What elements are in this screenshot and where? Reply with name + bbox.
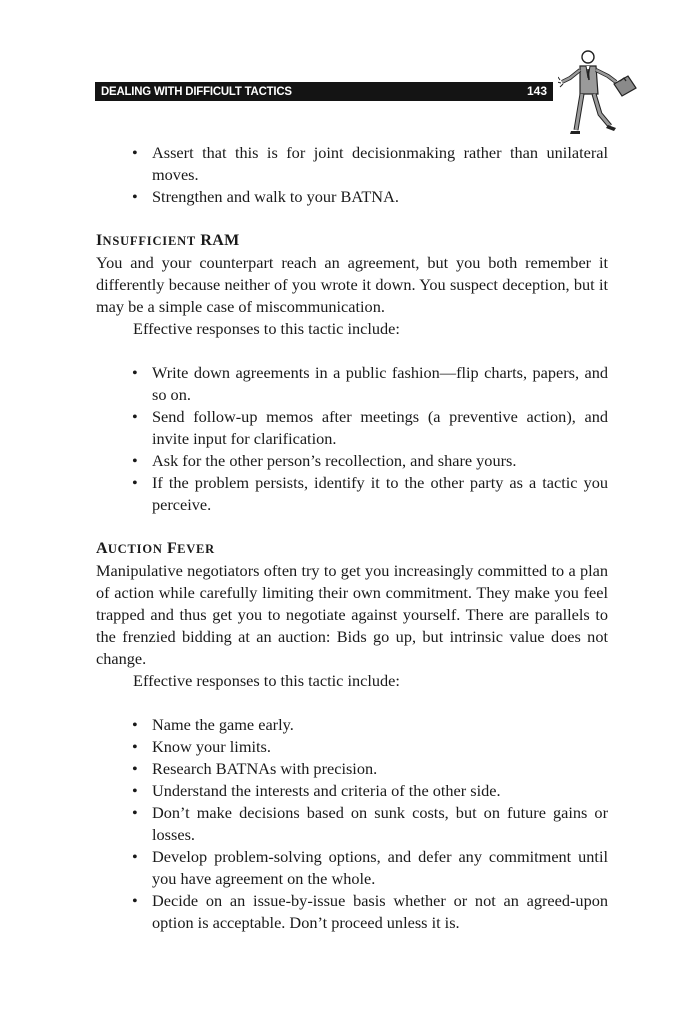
list-item: • Develop problem-solving options, and defer any commitment until you have agreement on the whole. — [132, 847, 608, 888]
section-heading-auction-fever: AUCTION FEVER — [96, 540, 215, 557]
bullet-icon: • — [132, 715, 138, 734]
lead-in-text: Effective responses to this tactic include: — [133, 319, 400, 338]
bullet-icon: • — [132, 187, 138, 206]
page-body — [96, 142, 608, 934]
list-item: • Write down agreements in a public fashion—flip charts, papers, and so on. — [132, 363, 608, 404]
bullet-icon: • — [132, 759, 138, 778]
running-header — [95, 82, 553, 101]
list-item: • Don’t make decisions based on sunk costs, but on future gains or losses. — [132, 803, 608, 844]
list-item: • Strengthen and walk to your BATNA. — [132, 187, 399, 206]
bullet-icon: • — [132, 803, 138, 822]
page-number: 143 — [526, 84, 547, 98]
bullet-icon: • — [132, 891, 138, 910]
businessman-with-briefcase-icon — [558, 48, 638, 136]
list-item: • Research BATNAs with precision. — [132, 759, 378, 778]
bullet-icon: • — [132, 473, 138, 492]
bullet-icon: • — [132, 363, 138, 382]
bullet-icon: • — [132, 407, 138, 426]
section-paragraph: Manipulative negotiators often try to get you increasingly committed to a plan of action while carefully limiting their own commitment. They make you feel trapped and thus get you to negotiate against yourself. There are parallels to the frenzied bidding at an auction: Bids go up, but intrinsic value does not change. — [96, 561, 608, 668]
bullet-icon: • — [132, 143, 138, 162]
list-item: • Understand the interests and criteria of the other side. — [132, 781, 501, 800]
lead-in-text: Effective responses to this tactic include: — [133, 671, 400, 690]
list-item: • Ask for the other person’s recollection, and share yours. — [132, 451, 517, 470]
section-paragraph: You and your counterpart reach an agreement, but you both remember it differently because neither of you wrote it down. You suspect deception, but it may be a simple case of miscommunication. — [96, 253, 608, 316]
list-item: • Know your limits. — [132, 737, 271, 756]
list-item: • Assert that this is for joint decisionmaking rather than unilateral moves. — [132, 143, 608, 184]
header-title: DEALING WITH DIFFICULT TACTICS — [101, 84, 292, 98]
responses-bullet-list — [96, 714, 608, 934]
bullet-icon: • — [132, 737, 138, 756]
bullet-icon: • — [132, 781, 138, 800]
list-item: • Name the game early. — [132, 715, 294, 734]
list-item: • Send follow-up memos after meetings (a preventive action), and invite input for clarification. — [132, 407, 608, 448]
intro-bullet-list — [96, 142, 608, 208]
section-heading-insufficient-ram: INSUFFICIENT RAM — [96, 232, 240, 249]
responses-bullet-list — [96, 362, 608, 516]
list-item: • Decide on an issue-by-issue basis whether or not an agreed-upon option is acceptable. Don’t proceed unless it is. — [132, 891, 608, 932]
list-item: • If the problem persists, identify it to the other party as a tactic you perceive. — [132, 473, 608, 514]
bullet-icon: • — [132, 451, 138, 470]
bullet-icon: • — [132, 847, 138, 866]
